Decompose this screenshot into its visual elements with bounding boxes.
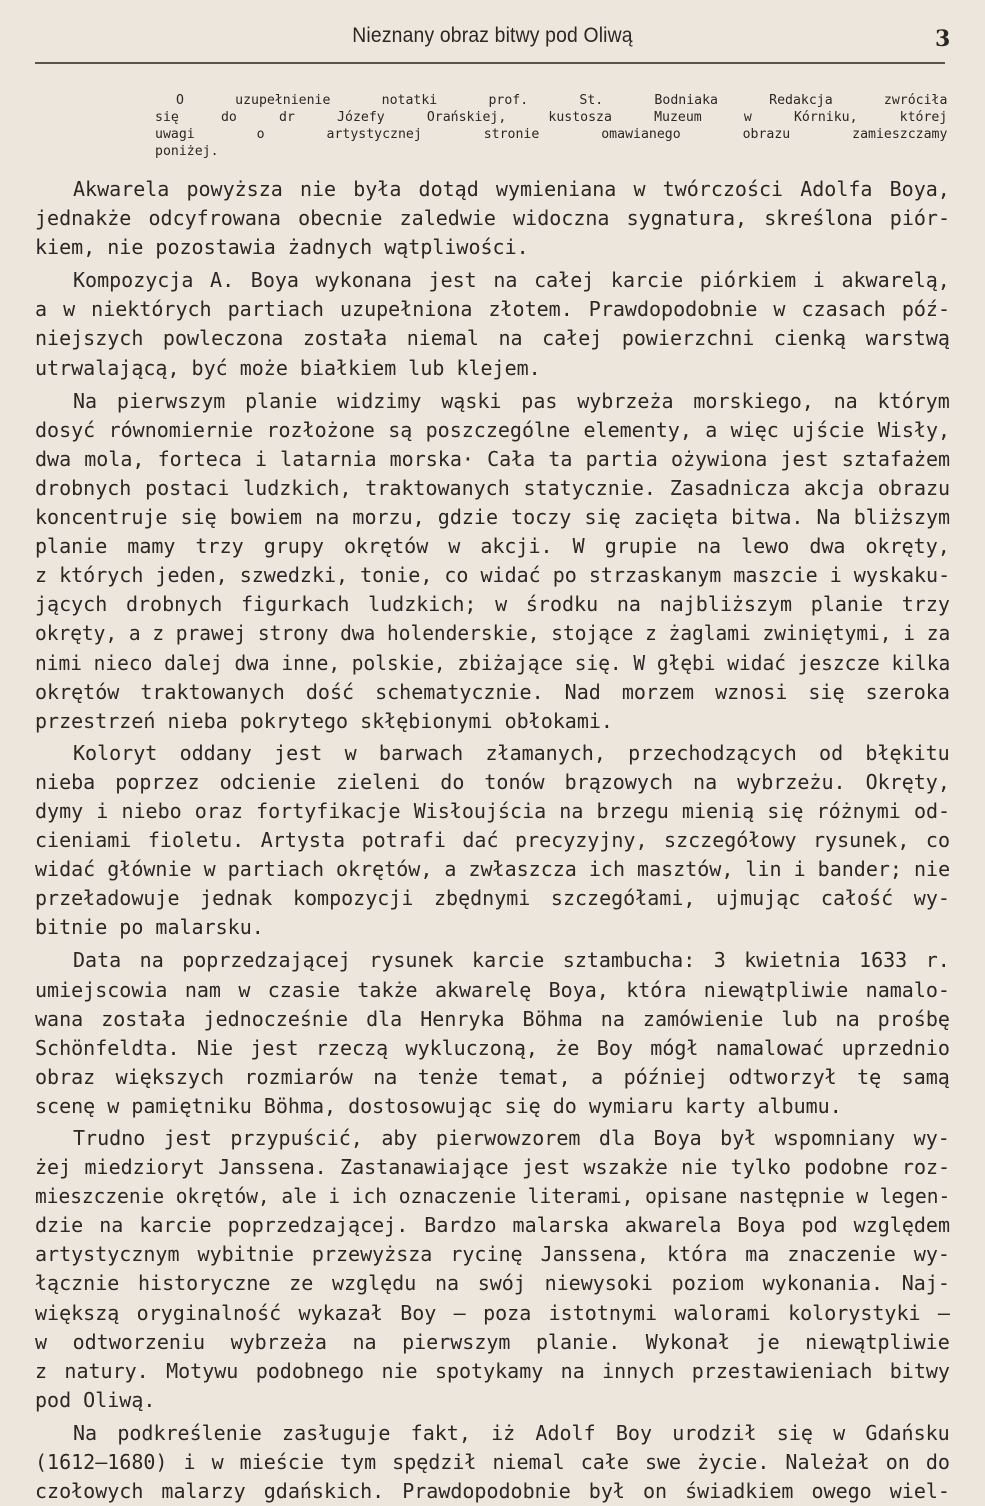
- text-line: Na podkreślenie zasługuje fakt, iż Adolf Boy urodził się w Gdańsku: [73, 1420, 950, 1445]
- text-line: dosyć równomiernie rozłożone są poszczególne elementy, a więc ujście Wisły,: [35, 417, 950, 442]
- text-line: bitnie po malarsku.: [35, 915, 264, 940]
- header-rule: [35, 62, 945, 64]
- text-line: łącznie historyczne ze względu na swój niewysoki poziom wykonania. Naj-: [35, 1271, 950, 1296]
- text-line: obraz większych rozmiarów na tenże temat, a później odtworzył tę samą: [35, 1064, 950, 1089]
- text-line: kiem, nie pozostawia żadnych wątpliwości.: [35, 235, 529, 260]
- text-line: Schönfeldta. Nie jest rzeczą wykluczoną, że Boy mógł namalować uprzednio: [35, 1035, 950, 1060]
- text-line: nimi nieco dalej dwa inne, polskie, zbiżające się. W głębi widać jeszcze kilka: [35, 650, 950, 675]
- text-line: drobnych postaci ludzkich, traktowanych statycznie. Zasadnicza akcja obrazu: [35, 475, 950, 500]
- article-body: [35, 175, 950, 1506]
- text-line: jednakże odcyfrowana obecnie zaledwie widoczna sygnatura, skreślona piór-: [35, 206, 950, 231]
- editorial-note: [155, 92, 947, 160]
- text-line: koncentruje się bowiem na morzu, gdzie toczy się zacięta bitwa. Na bliższym: [35, 505, 950, 530]
- text-line: wana została jednocześnie dla Henryka Böhma na zamówienie lub na prośbę: [35, 1006, 950, 1031]
- paragraph: [35, 387, 950, 736]
- text-line: czołowych malarzy gdańskich. Prawdopodobnie był on świadkiem owego wiel-: [35, 1479, 950, 1504]
- text-line: planie mamy trzy grupy okrętów w akcji. W grupie na lewo dwa okręty,: [35, 534, 950, 559]
- text-line: Trudno jest przypuścić, aby pierwowzorem dla Boya był wspomniany wy-: [73, 1126, 950, 1150]
- text-line: a w niektórych partiach uzupełniona złotem. Prawdopodobnie w czasach póź-: [35, 297, 950, 322]
- text-line: w odtworzeniu wybrzeża na pierwszym planie. Wykonał je niewątpliwie: [35, 1329, 950, 1354]
- paragraph: [35, 946, 950, 1121]
- page-number: 3: [935, 26, 951, 52]
- text-line: utrwalającą, być może białkiem lub klejem.: [35, 355, 541, 380]
- note-line: się do dr Józefy Orańskiej, kustosza Muzeum w Kórniku, której: [155, 110, 947, 125]
- note-line: uwagi o artystycznej stronie omawianego obrazu zamieszczamy: [155, 127, 947, 142]
- text-line: z których jeden, szwedzki, tonie, co widać po strzaskanym maszcie i wyskaku-: [35, 563, 950, 588]
- text-line: Koloryt oddany jest w barwach złamanych, przechodzących od błękitu: [73, 740, 950, 765]
- text-line: mieszczenie okrętów, ale i ich oznaczenie literami, opisane następnie w legen-: [35, 1184, 950, 1209]
- text-line: okręty, a z prawej strony dwa holenderskie, stojące z żaglami zwiniętymi, i za: [35, 621, 950, 646]
- text-line: pod Oliwą.: [35, 1387, 156, 1412]
- running-title: Nieznany obraz bitwy pod Oliwą: [352, 24, 633, 47]
- text-line: scenę w pamiętniku Böhma, dostosowując się do wymiaru karty albumu.: [35, 1093, 842, 1118]
- text-line: Data na poprzedzającej rysunek karcie sztambucha: 3 kwietnia 1633 r.: [73, 948, 950, 973]
- text-line: dwa mola, forteca i latarnia morska· Cała ta partia ożywiona jest sztafażem: [35, 446, 950, 471]
- text-line: Na pierwszym planie widzimy wąski pas wybrzeża morskiego, na którym: [73, 388, 950, 413]
- note-line: poniżej.: [155, 144, 219, 159]
- text-line: (1612—1680) i w mieście tym spędził niemal całe swe życie. Należał on do: [35, 1450, 950, 1475]
- text-line: żej miedzioryt Janssena. Zastanawiające jest wszakże nie tylko podobne roz-: [35, 1155, 950, 1180]
- paragraph: [35, 739, 950, 943]
- paragraph: [35, 1419, 950, 1506]
- text-line: nieba poprzez odcienie zieleni do tonów brązowych na wybrzeżu. Okręty,: [35, 769, 950, 794]
- text-line: niejszych powleczona została niemal na całej powierzchni cienką warstwą: [35, 326, 950, 351]
- text-line: cieniami fioletu. Artysta potrafi dać precyzyjny, szczegółowy rysunek, co: [35, 828, 950, 853]
- paragraph: [35, 1124, 950, 1415]
- note-line: O uzupełnienie notatki prof. St. Bodniaka Redakcja zwróciła: [176, 93, 947, 108]
- text-line: Kompozycja A. Boya wykonana jest na całej karcie piórkiem i akwarelą,: [73, 268, 950, 293]
- text-line: większą oryginalność wykazał Boy — poza istotnymi walorami kolorystyki —: [35, 1300, 950, 1325]
- paragraph: [35, 175, 950, 262]
- text-line: jących drobnych figurkach ludzkich; w środku na najbliższym planie trzy: [35, 592, 950, 617]
- text-line: umiejscowia nam w czasie także akwarelę Boya, która niewątpliwie namalo-: [35, 977, 950, 1002]
- text-line: okrętów traktowanych dość schematycznie. Nad morzem wznosi się szeroka: [35, 679, 950, 704]
- text-line: Akwarela powyższa nie była dotąd wymieniana w twórczości Adolfa Boya,: [73, 177, 950, 201]
- text-line: dzie na karcie poprzedzającej. Bardzo malarska akwarela Boya pod względem: [35, 1213, 950, 1238]
- text-line: widać głównie w partiach okrętów, a zwłaszcza ich masztów, lin i bander; nie: [35, 857, 950, 882]
- text-line: artystycznym wybitnie przewyższa rycinę Janssena, która ma znaczenie wy-: [35, 1242, 950, 1267]
- text-line: przeładowuje jednak kompozycji zbędnymi szczegółami, ujmując całość wy-: [35, 886, 950, 911]
- text-line: dymy i niebo oraz fortyfikacje Wisłoujścia na brzegu mienią się różnymi od-: [35, 798, 950, 823]
- text-line: z natury. Motywu podobnego nie spotykamy na innych przestawieniach bitwy: [35, 1358, 950, 1383]
- paragraph: [35, 266, 950, 382]
- running-head: [0, 24, 985, 54]
- text-line: przestrzeń nieba pokrytego skłębionymi obłokami.: [35, 708, 613, 733]
